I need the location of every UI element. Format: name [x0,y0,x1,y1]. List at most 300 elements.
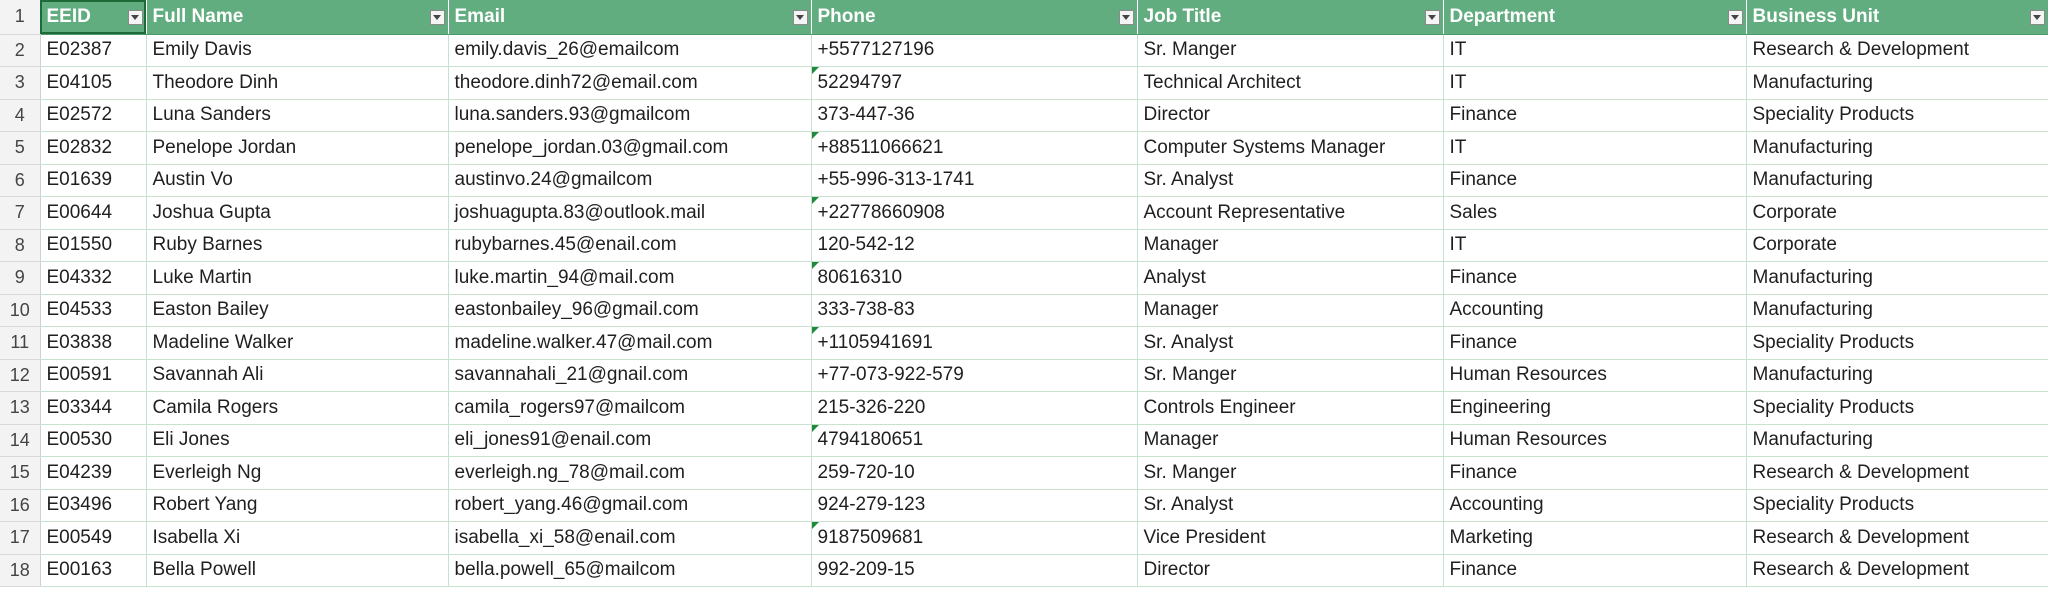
cell-value: luke.martin_94@mail.com [454,266,675,288]
header-cell-email[interactable] [448,0,811,34]
cell-value: savannahali_21@gnail.com [454,364,689,386]
job-title-cell[interactable] [1137,424,1443,457]
cell-value: 9187509681 [817,526,924,548]
filter-dropdown-icon[interactable] [1119,10,1134,25]
error-indicator-icon [812,522,819,529]
cell-value: Corporate [1752,234,1837,256]
department-cell[interactable] [1443,327,1746,360]
table-body [0,34,2048,587]
phone-cell[interactable] [811,99,1137,132]
cell-value: E03344 [46,396,113,418]
row-number[interactable]: 4 [0,99,40,132]
department-cell[interactable] [1443,164,1746,197]
table-row [0,392,2048,425]
business-unit-cell[interactable] [1746,359,2048,392]
filter-dropdown-icon[interactable] [128,10,143,25]
header-label: Department [1449,5,1556,27]
cell-value: E00644 [46,201,113,223]
phone-cell[interactable] [811,164,1137,197]
header-label: Business Unit [1752,5,1880,27]
email-cell[interactable] [448,457,811,490]
cell-value: emily.davis_26@emailcom [454,39,680,61]
cell-value: Human Resources [1449,429,1607,451]
full-name-cell[interactable] [146,359,448,392]
email-cell[interactable] [448,327,811,360]
cell-value: 333-738-83 [817,299,915,321]
header-label: EEID [46,5,91,27]
header-cell-full-name[interactable] [146,0,448,34]
cell-value: Finance [1449,559,1518,581]
business-unit-cell[interactable] [1746,164,2048,197]
business-unit-cell[interactable] [1746,489,2048,522]
table-row [0,262,2048,295]
row-number[interactable]: 5 [0,132,40,165]
email-cell[interactable] [448,392,811,425]
cell-value: eli_jones91@enail.com [454,429,652,451]
cell-value: Speciality Products [1752,396,1915,418]
filter-dropdown-icon[interactable] [793,10,808,25]
department-cell[interactable] [1443,294,1746,327]
department-cell[interactable] [1443,457,1746,490]
business-unit-cell[interactable] [1746,327,2048,360]
cell-value: Research & Development [1752,559,1969,581]
eeid-cell[interactable] [40,489,146,522]
full-name-cell[interactable] [146,294,448,327]
row-number[interactable]: 15 [0,457,40,490]
phone-cell[interactable] [811,359,1137,392]
table-row [0,522,2048,555]
cell-value: +1105941691 [817,331,933,353]
cell-value: Sr. Manger [1143,461,1237,483]
cell-value: Research & Development [1752,461,1969,483]
full-name-cell[interactable] [146,424,448,457]
email-cell[interactable] [448,132,811,165]
cell-value: E01639 [46,169,113,191]
cell-value: Engineering [1449,396,1551,418]
cell-value: Bella Powell [152,559,256,581]
job-title-cell[interactable] [1137,392,1443,425]
job-title-cell[interactable] [1137,522,1443,555]
header-label: Job Title [1143,5,1222,27]
cell-value: Manufacturing [1752,364,1873,386]
business-unit-cell[interactable] [1746,99,2048,132]
cell-value: E02572 [46,104,113,126]
cell-value: everleigh.ng_78@mail.com [454,461,686,483]
cell-value: 80616310 [817,266,903,288]
cell-value: bella.powell_65@mailcom [454,559,676,581]
cell-value: Speciality Products [1752,104,1915,126]
job-title-cell[interactable] [1137,164,1443,197]
cell-value: Manager [1143,234,1219,256]
cell-value: Austin Vo [152,169,233,191]
email-cell[interactable] [448,164,811,197]
phone-cell[interactable] [811,489,1137,522]
full-name-cell[interactable] [146,67,448,100]
business-unit-cell[interactable] [1746,34,2048,67]
cell-value: Technical Architect [1143,71,1301,93]
job-title-cell[interactable] [1137,327,1443,360]
cell-value: E02832 [46,136,113,158]
email-cell[interactable] [448,359,811,392]
full-name-cell[interactable] [146,99,448,132]
cell-value: Manager [1143,429,1219,451]
cell-value: Finance [1449,169,1518,191]
business-unit-cell[interactable] [1746,424,2048,457]
job-title-cell[interactable] [1137,359,1443,392]
department-cell[interactable] [1443,99,1746,132]
business-unit-cell[interactable] [1746,229,2048,262]
cell-value: Computer Systems Manager [1143,136,1386,158]
cell-value: Sr. Analyst [1143,169,1234,191]
phone-cell[interactable] [811,229,1137,262]
cell-value: austinvo.24@gmailcom [454,169,653,191]
table-row [0,424,2048,457]
table-row [0,34,2048,67]
eeid-cell[interactable] [40,424,146,457]
row-number[interactable]: 12 [0,359,40,392]
business-unit-cell[interactable] [1746,132,2048,165]
row-number[interactable]: 2 [0,34,40,67]
full-name-cell[interactable] [146,34,448,67]
error-indicator-icon [812,425,819,432]
filter-dropdown-icon[interactable] [1425,10,1440,25]
full-name-cell[interactable] [146,132,448,165]
cell-value: theodore.dinh72@email.com [454,71,698,93]
full-name-cell[interactable] [146,457,448,490]
header-label: Full Name [152,5,244,27]
job-title-cell[interactable] [1137,554,1443,587]
cell-value: Finance [1449,461,1518,483]
business-unit-cell[interactable] [1746,392,2048,425]
email-cell[interactable] [448,99,811,132]
job-title-cell[interactable] [1137,489,1443,522]
cell-value: 52294797 [817,71,903,93]
filter-dropdown-icon[interactable] [2030,10,2045,25]
cell-value: Luke Martin [152,266,252,288]
cell-value: Joshua Gupta [152,201,271,223]
eeid-cell[interactable] [40,99,146,132]
cell-value: Director [1143,104,1211,126]
phone-cell[interactable] [811,327,1137,360]
cell-value: IT [1449,136,1467,158]
job-title-cell[interactable] [1137,197,1443,230]
cell-value: penelope_jordan.03@gmail.com [454,136,729,158]
error-indicator-icon [812,262,819,269]
department-cell[interactable] [1443,132,1746,165]
full-name-cell[interactable] [146,327,448,360]
full-name-cell[interactable] [146,489,448,522]
eeid-cell[interactable] [40,392,146,425]
eeid-cell[interactable] [40,522,146,555]
cell-value: Sr. Analyst [1143,494,1234,516]
row-number[interactable]: 10 [0,294,40,327]
cell-value: isabella_xi_58@enail.com [454,526,676,548]
cell-value: Everleigh Ng [152,461,262,483]
cell-value: eastonbailey_96@gmail.com [454,299,699,321]
row-number[interactable]: 1 [0,0,40,34]
cell-value: 373-447-36 [817,104,915,126]
phone-cell[interactable] [811,34,1137,67]
table-row [0,99,2048,132]
full-name-cell[interactable] [146,164,448,197]
cell-value: Director [1143,559,1211,581]
error-indicator-icon [812,327,819,334]
cell-value: Analyst [1143,266,1206,288]
cell-value: 215-326-220 [817,396,926,418]
cell-value: Easton Bailey [152,299,269,321]
cell-value: Manufacturing [1752,136,1873,158]
phone-cell[interactable] [811,197,1137,230]
cell-value: Ruby Barnes [152,234,263,256]
header-cell-phone[interactable] [811,0,1137,34]
full-name-cell[interactable] [146,522,448,555]
email-cell[interactable] [448,424,811,457]
department-cell[interactable] [1443,489,1746,522]
business-unit-cell[interactable] [1746,67,2048,100]
cell-value: +55-996-313-1741 [817,169,975,191]
row-number[interactable]: 6 [0,164,40,197]
cell-value: Manager [1143,299,1219,321]
department-cell[interactable] [1443,359,1746,392]
cell-value: Finance [1449,104,1518,126]
email-cell[interactable] [448,34,811,67]
table-row [0,67,2048,100]
full-name-cell[interactable] [146,392,448,425]
row-number[interactable]: 3 [0,67,40,100]
eeid-cell[interactable] [40,554,146,587]
cell-value: Marketing [1449,526,1533,548]
cell-value: 259-720-10 [817,461,915,483]
cell-value: Finance [1449,266,1518,288]
table-row [0,554,2048,587]
table-row [0,294,2048,327]
cell-value: 120-542-12 [817,234,915,256]
department-cell[interactable] [1443,522,1746,555]
job-title-cell[interactable] [1137,457,1443,490]
cell-value: Manufacturing [1752,169,1873,191]
cell-value: E00530 [46,429,113,451]
cell-value: E04332 [46,266,113,288]
error-indicator-icon [812,132,819,139]
cell-value: Manufacturing [1752,299,1873,321]
cell-value: Savannah Ali [152,364,264,386]
cell-value: camila_rogers97@mailcom [454,396,685,418]
cell-value: Emily Davis [152,39,252,61]
business-unit-cell[interactable] [1746,197,2048,230]
row-number[interactable]: 18 [0,554,40,587]
cell-value: madeline.walker.47@mail.com [454,331,713,353]
business-unit-cell[interactable] [1746,262,2048,295]
cell-value: +77-073-922-579 [817,364,964,386]
job-title-cell[interactable] [1137,262,1443,295]
header-row [0,0,2048,34]
cell-value: Camila Rogers [152,396,279,418]
job-title-cell[interactable] [1137,132,1443,165]
email-cell[interactable] [448,67,811,100]
header-label: Phone [817,5,876,27]
cell-value: Account Representative [1143,201,1346,223]
full-name-cell[interactable] [146,197,448,230]
row-number[interactable]: 16 [0,489,40,522]
department-cell[interactable] [1443,554,1746,587]
row-number[interactable]: 13 [0,392,40,425]
cell-value: Robert Yang [152,494,258,516]
cell-value: E03838 [46,331,113,353]
eeid-cell[interactable] [40,132,146,165]
cell-value: E03496 [46,494,113,516]
department-cell[interactable] [1443,34,1746,67]
job-title-cell[interactable] [1137,34,1443,67]
business-unit-cell[interactable] [1746,294,2048,327]
cell-value: E00549 [46,526,113,548]
department-cell[interactable] [1443,197,1746,230]
cell-value: Corporate [1752,201,1837,223]
row-number[interactable]: 11 [0,327,40,360]
eeid-cell[interactable] [40,67,146,100]
eeid-cell[interactable] [40,164,146,197]
email-cell[interactable] [448,294,811,327]
cell-value: 924-279-123 [817,494,926,516]
cell-value: E00163 [46,559,113,581]
job-title-cell[interactable] [1137,67,1443,100]
cell-value: luna.sanders.93@gmailcom [454,104,691,126]
cell-value: Accounting [1449,299,1544,321]
full-name-cell[interactable] [146,229,448,262]
header-cell-business-unit[interactable] [1746,0,2048,34]
cell-value: E04105 [46,71,113,93]
cell-value: Controls Engineer [1143,396,1296,418]
job-title-cell[interactable] [1137,99,1443,132]
full-name-cell[interactable] [146,262,448,295]
header-label: Email [454,5,506,27]
cell-value: Luna Sanders [152,104,271,126]
table-row [0,197,2048,230]
cell-value: Speciality Products [1752,331,1915,353]
cell-value: Theodore Dinh [152,71,279,93]
cell-value: E00591 [46,364,113,386]
cell-value: IT [1449,71,1467,93]
department-cell[interactable] [1443,424,1746,457]
email-cell[interactable] [448,554,811,587]
email-cell[interactable] [448,229,811,262]
table-row [0,327,2048,360]
row-number[interactable]: 17 [0,522,40,555]
row-number[interactable]: 14 [0,424,40,457]
business-unit-cell[interactable] [1746,457,2048,490]
cell-value: 992-209-15 [817,559,915,581]
cell-value: Sr. Manger [1143,364,1237,386]
cell-value: +22778660908 [817,201,945,223]
error-indicator-icon [812,67,819,74]
table-row [0,457,2048,490]
cell-value: Research & Development [1752,526,1969,548]
filter-dropdown-icon[interactable] [1728,10,1743,25]
eeid-cell[interactable] [40,229,146,262]
job-title-cell[interactable] [1137,294,1443,327]
cell-value: Speciality Products [1752,494,1915,516]
eeid-cell[interactable] [40,327,146,360]
table-row [0,489,2048,522]
job-title-cell[interactable] [1137,229,1443,262]
filter-dropdown-icon[interactable] [430,10,445,25]
cell-value: +5577127196 [817,39,935,61]
phone-cell[interactable] [811,262,1137,295]
department-cell[interactable] [1443,229,1746,262]
cell-value: Manufacturing [1752,429,1873,451]
cell-value: Madeline Walker [152,331,294,353]
phone-cell[interactable] [811,457,1137,490]
email-cell[interactable] [448,197,811,230]
table-row [0,164,2048,197]
error-indicator-icon [812,197,819,204]
cell-value: Accounting [1449,494,1544,516]
phone-cell[interactable] [811,294,1137,327]
cell-value: IT [1449,234,1467,256]
cell-value: Penelope Jordan [152,136,297,158]
phone-cell[interactable] [811,392,1137,425]
eeid-cell[interactable] [40,34,146,67]
cell-value: robert_yang.46@gmail.com [454,494,689,516]
eeid-cell[interactable] [40,457,146,490]
row-number[interactable]: 9 [0,262,40,295]
phone-cell[interactable] [811,67,1137,100]
cell-value: Sr. Analyst [1143,331,1234,353]
email-cell[interactable] [448,489,811,522]
cell-value: E01550 [46,234,113,256]
cell-value: Manufacturing [1752,266,1873,288]
department-cell[interactable] [1443,67,1746,100]
table-row [0,132,2048,165]
email-cell[interactable] [448,262,811,295]
cell-value: Research & Development [1752,39,1969,61]
cell-value: Finance [1449,331,1518,353]
full-name-cell[interactable] [146,554,448,587]
cell-value: E04239 [46,461,113,483]
eeid-cell[interactable] [40,359,146,392]
email-cell[interactable] [448,522,811,555]
phone-cell[interactable] [811,522,1137,555]
header-cell-eeid[interactable] [40,0,146,34]
cell-value: Vice President [1143,526,1266,548]
phone-cell[interactable] [811,554,1137,587]
cell-value: Manufacturing [1752,71,1873,93]
cell-value: joshuagupta.83@outlook.mail [454,201,706,223]
eeid-cell[interactable] [40,197,146,230]
department-cell[interactable] [1443,262,1746,295]
cell-value: E02387 [46,39,113,61]
row-number[interactable]: 8 [0,229,40,262]
table-row [0,359,2048,392]
cell-value: +88511066621 [817,136,944,158]
phone-cell[interactable] [811,424,1137,457]
phone-cell[interactable] [811,132,1137,165]
eeid-cell[interactable] [40,262,146,295]
eeid-cell[interactable] [40,294,146,327]
table-row [0,229,2048,262]
header-cell-job-title[interactable] [1137,0,1443,34]
department-cell[interactable] [1443,392,1746,425]
cell-value: E04533 [46,299,113,321]
header-cell-department[interactable] [1443,0,1746,34]
cell-value: Eli Jones [152,429,230,451]
business-unit-cell[interactable] [1746,554,2048,587]
cell-value: 4794180651 [817,429,924,451]
cell-value: IT [1449,39,1467,61]
cell-value: Isabella Xi [152,526,241,548]
business-unit-cell[interactable] [1746,522,2048,555]
cell-value: rubybarnes.45@enail.com [454,234,677,256]
row-number[interactable]: 7 [0,197,40,230]
